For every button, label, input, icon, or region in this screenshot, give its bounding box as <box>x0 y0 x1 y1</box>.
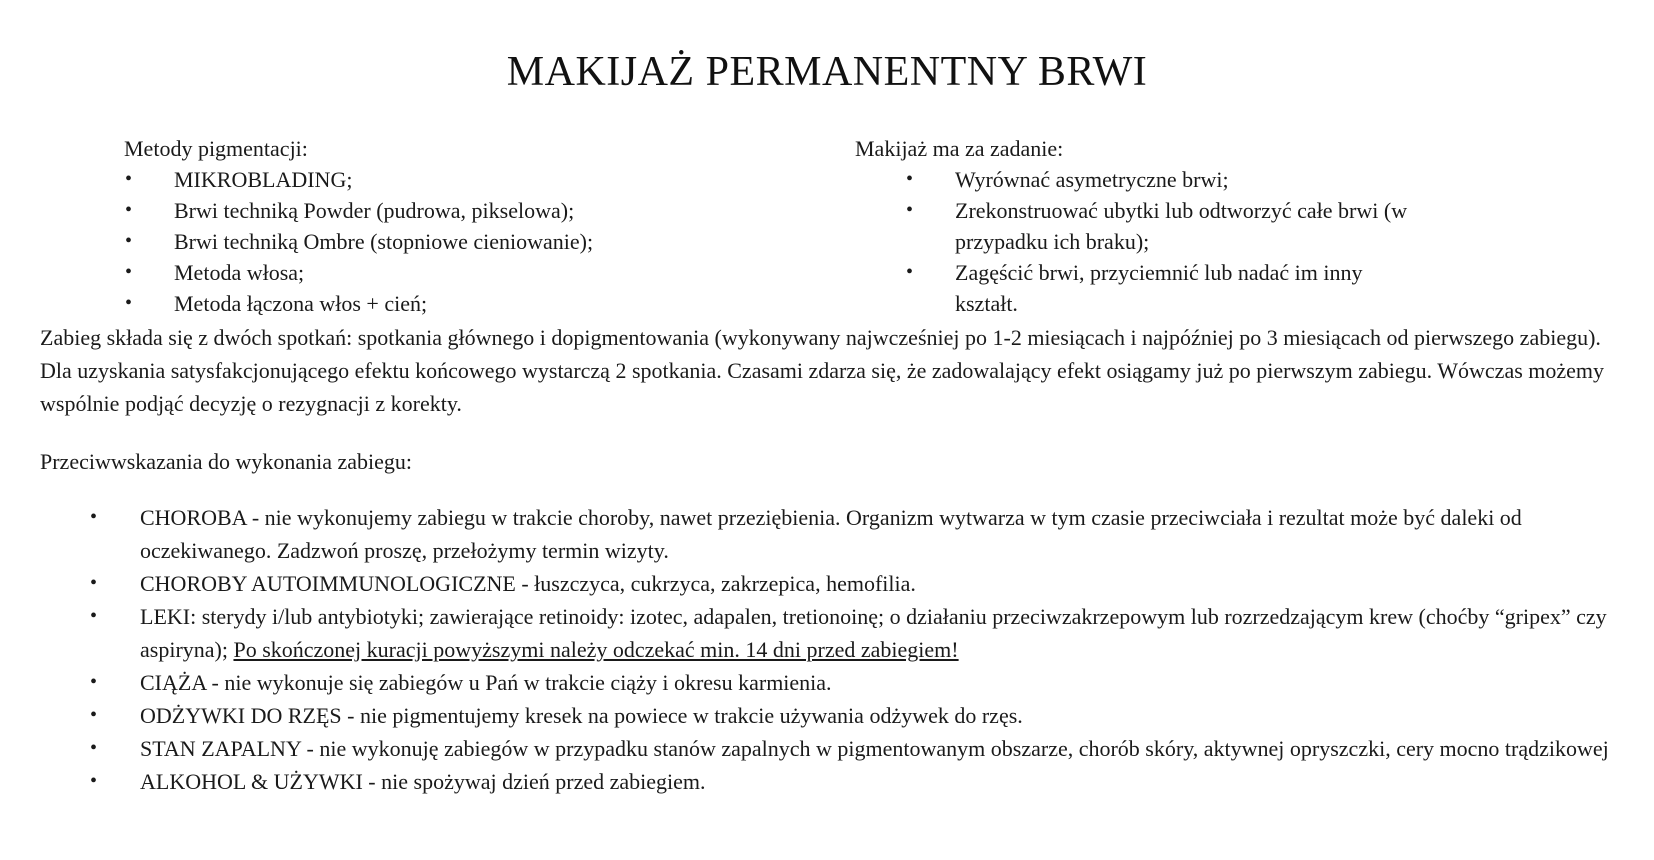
list-item-text: Metoda łączona włos + cień; <box>174 291 428 316</box>
list-item <box>90 699 1620 732</box>
list-item-text: CHOROBA - nie wykonujemy zabiegu w trakcie choroby, nawet przeziębienia. Organizm wytwarza w tym czasie przeciwciała i rezultat może być daleki od oczekiwanego. Zadzwoń proszę, przełożymy termin wizyty. <box>140 505 1522 563</box>
medication-note: Po skończonej kuracji powyższymi należy odczekać min. 14 dni przed zabiegiem! <box>233 637 959 662</box>
list-item-text: Brwi techniką Ombre (stopniowe cieniowanie); <box>174 229 594 254</box>
list-item <box>90 732 1620 765</box>
bullet-icon: • <box>125 292 133 314</box>
bullet-icon: • <box>90 605 98 627</box>
bullet-icon: • <box>125 168 133 190</box>
bullet-icon: • <box>90 671 98 693</box>
list-item <box>855 257 1415 319</box>
list-item <box>124 164 824 195</box>
list-item-text: Zrekonstruować ubytki lub odtworzyć całe brwi (w przypadku ich braku); <box>955 198 1408 254</box>
list-item-text: Wyrównać asymetryczne brwi; <box>955 167 1229 192</box>
bullet-icon: • <box>125 199 133 221</box>
list-item <box>124 226 824 257</box>
list-item-text: CIĄŻA - nie wykonuje się zabiegów u Pań w trakcie ciąży i okresu karmienia. <box>140 670 832 695</box>
list-item <box>90 765 1620 798</box>
list-item <box>90 501 1620 567</box>
list-item-text: Zagęścić brwi, przyciemnić lub nadać im inny kształt. <box>955 260 1363 316</box>
contraindications-heading: Przeciwwskazania do wykonania zabiegu: <box>40 449 413 474</box>
bullet-icon: • <box>906 168 914 190</box>
bullet-icon: • <box>90 770 98 792</box>
bullet-icon: • <box>906 261 914 283</box>
methods-section <box>124 133 824 319</box>
list-item-text: LEKI: sterydy i/lub antybiotyki; zawierające retinoidy: izotec, adapalen, tretionoinę; o działaniu przeciwzakrzepowym lub rozrzedzającym krew (choćby “gripex” czy aspiryna); <box>140 604 1607 662</box>
list-item-text: CHOROBY AUTOIMMUNOLOGICZNE - łuszczyca, cukrzyca, zakrzepica, hemofilia. <box>140 571 916 596</box>
list-item-text: Metoda włosa; <box>174 260 305 285</box>
bullet-icon: • <box>90 506 98 528</box>
list-item-text: MIKROBLADING; <box>174 167 353 192</box>
contraindications-section <box>90 501 1620 798</box>
purpose-heading: Makijaż ma za zadanie: <box>855 136 1064 161</box>
list-item <box>124 257 824 288</box>
methods-list <box>124 164 824 319</box>
list-item <box>90 666 1620 699</box>
procedure-paragraph: Zabieg składa się z dwóch spotkań: spotkania głównego i dopigmentowania (wykonywany najwcześniej po 1-2 miesiącach i najpóźniej po 3 miesiącach od pierwszego zabiegu). Dla uzyskania satysfakcjonującego efektu końcowego wystarczą 2 spotkania. Czasami zdarza się, że zadowalający efekt osiągamy już po pierwszym zabiegu. Wówczas możemy wspólnie podjąć decyzję o rezygnacji z korekty. <box>40 325 1605 416</box>
list-item-text: Brwi techniką Powder (pudrowa, pikselowa); <box>174 198 575 223</box>
bullet-icon: • <box>90 704 98 726</box>
list-item <box>90 567 1620 600</box>
list-item <box>855 164 1415 195</box>
list-item <box>855 195 1415 257</box>
purpose-list <box>855 164 1415 319</box>
list-item-text: ALKOHOL & UŻYWKI - nie spożywaj dzień przed zabiegiem. <box>140 769 706 794</box>
page-title: MAKIJAŻ PERMANENTNY BRWI <box>506 49 1148 95</box>
bullet-icon: • <box>90 737 98 759</box>
bullet-icon: • <box>906 199 914 221</box>
purpose-section <box>855 133 1575 319</box>
list-item-text: ODŻYWKI DO RZĘS - nie pigmentujemy kresek na powiece w trakcie używania odżywek do rzęs. <box>140 703 1023 728</box>
bullet-icon: • <box>125 261 133 283</box>
list-item <box>90 600 1620 666</box>
list-item <box>124 195 824 226</box>
bullet-icon: • <box>125 230 133 252</box>
contraindications-list <box>90 501 1620 798</box>
list-item <box>124 288 824 319</box>
bullet-icon: • <box>90 572 98 594</box>
list-item-text: STAN ZAPALNY - nie wykonuję zabiegów w przypadku stanów zapalnych w pigmentowanym obszarze, chorób skóry, aktywnej opryszczki, cery mocno trądzikowej <box>140 736 1609 761</box>
methods-heading: Metody pigmentacji: <box>124 136 308 161</box>
